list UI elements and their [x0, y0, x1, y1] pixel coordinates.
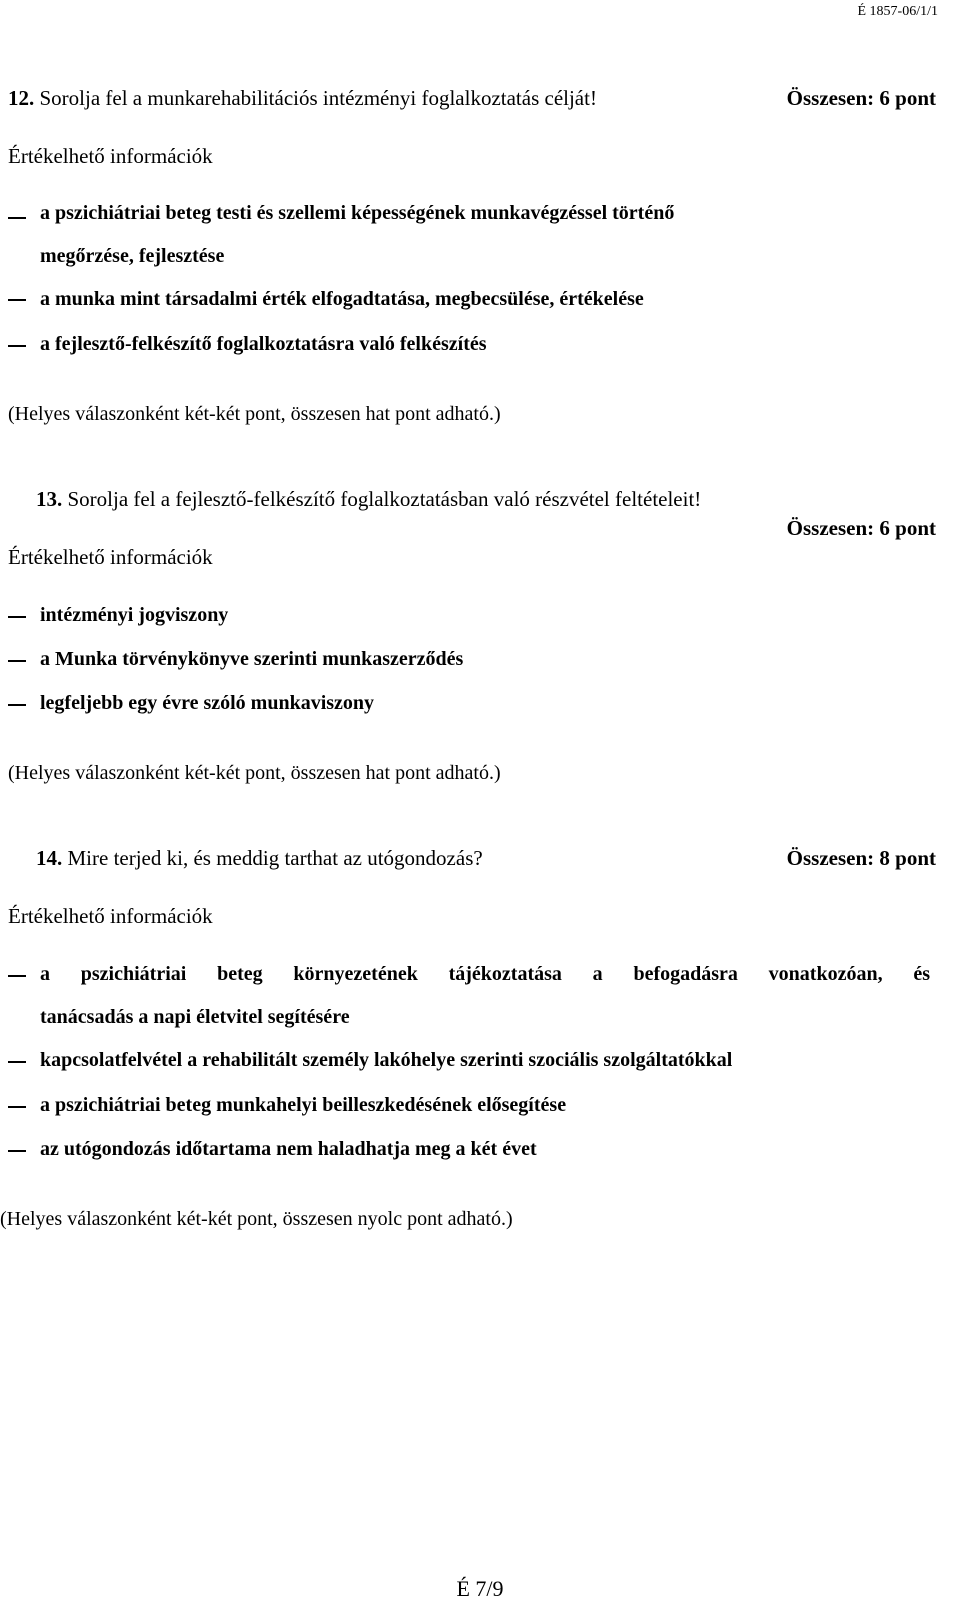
question-text: Sorolja fel a fejlesztő-felkészítő foglalkoztatásban való részvétel feltételeit!: [67, 487, 702, 511]
question-number: 13.: [36, 487, 63, 511]
list-item: a pszichiátriai beteg környezetének tájékoztatása a befogadásra vonatkozóan, és: [40, 963, 930, 985]
document-code: É 1857-06/1/1: [857, 4, 938, 19]
page-number: É 7/9: [456, 1576, 504, 1601]
total-points-13: Összesen: 6 pont: [786, 516, 936, 540]
dash-icon: [8, 1106, 26, 1108]
dash-icon: [8, 975, 26, 977]
dash-icon: [8, 299, 26, 301]
scoring-note-13: (Helyes válaszonként két-két pont, összesen hat pont adható.): [8, 762, 501, 784]
dash-icon: [8, 217, 26, 219]
list-item: intézményi jogviszony: [40, 604, 229, 626]
dash-icon: [8, 1150, 26, 1152]
dash-icon: [8, 660, 26, 662]
list-item: a fejlesztő-felkészítő foglalkoztatásra való felkészítés: [40, 333, 487, 355]
list-item: kapcsolatfelvétel a rehabilitált személy lakóhelye szerinti szociális szolgáltatókkal: [40, 1049, 733, 1071]
list-item: a pszichiátriai beteg munkahelyi beilleszkedésének elősegítése: [40, 1094, 567, 1116]
dash-icon: [8, 1061, 26, 1063]
dash-icon: [8, 616, 26, 618]
question-number: 12.: [8, 86, 35, 110]
info-label-12: Értékelhető információk: [8, 144, 213, 168]
scoring-note-14: (Helyes válaszonként két-két pont, összesen nyolc pont adható.): [0, 1208, 513, 1230]
question-13: [36, 487, 701, 512]
list-item: tanácsadás a napi életvitel segítésére: [40, 1006, 350, 1028]
question-12: [8, 86, 597, 111]
list-item: megőrzése, fejlesztése: [40, 245, 225, 267]
scoring-note-12: (Helyes válaszonként két-két pont, összesen hat pont adható.): [8, 403, 501, 425]
info-label-14: Értékelhető információk: [8, 904, 213, 928]
question-number: 14.: [36, 846, 63, 870]
list-item: a munka mint társadalmi érték elfogadtatása, megbecsülése, értékelése: [40, 288, 644, 310]
info-label-13: Értékelhető információk: [8, 545, 213, 569]
question-text: Mire terjed ki, és meddig tarthat az utógondozás?: [67, 846, 483, 870]
list-item: az utógondozás időtartama nem haladhatja meg a két évet: [40, 1138, 537, 1160]
question-text: Sorolja fel a munkarehabilitációs intézményi foglalkoztatás célját!: [39, 86, 597, 110]
total-points-12: Összesen: 6 pont: [786, 86, 936, 110]
total-points-14: Összesen: 8 pont: [786, 846, 936, 870]
list-item: a pszichiátriai beteg testi és szellemi képességének munkavégzéssel történő: [40, 202, 675, 224]
dash-icon: [8, 704, 26, 706]
list-item: legfeljebb egy évre szóló munkaviszony: [40, 692, 375, 714]
list-item: a Munka törvénykönyve szerinti munkaszerződés: [40, 648, 464, 670]
question-14: [36, 846, 483, 871]
dash-icon: [8, 345, 26, 347]
